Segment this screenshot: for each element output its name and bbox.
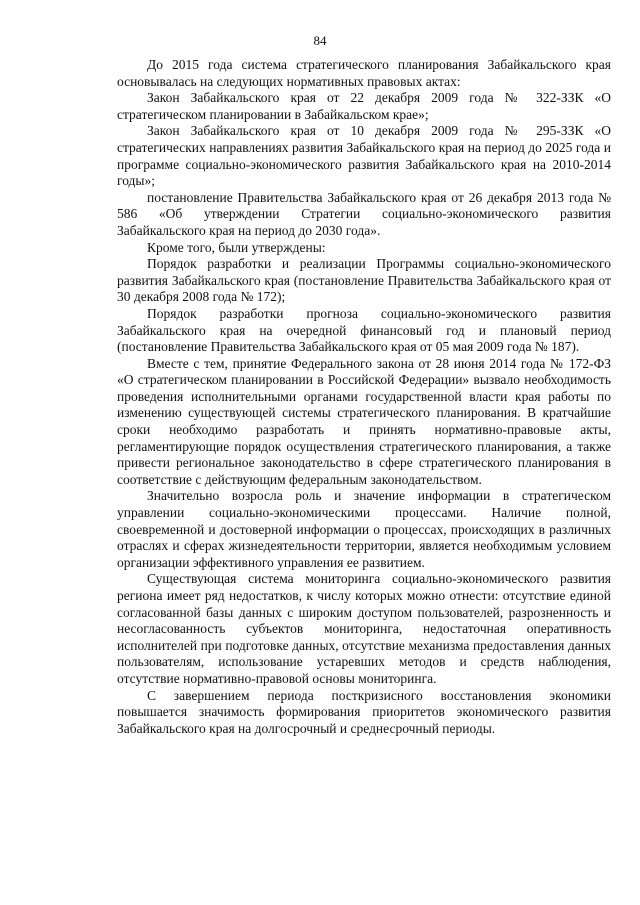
paragraph-forecast-procedure: Порядок разработки прогноза социально-экономического развития Забайкальского края на очередной финансовый год и плановый период (постановление Правительства Забайкальского края от 05 мая 2009 года № 187).	[117, 305, 611, 355]
paragraph-monitoring-shortcomings: Существующая система мониторинга социально-экономического развития региона имеет ряд недостатков, к числу которых можно отнести: отсутствие единой согласованной базы данных с широким доступом пользователей, разрозненность и несогласованность субъектов мониторинга, недостаточная оперативность исполнителей при подготовке данных, отсутствие механизма предоставления данных пользователям, использование устаревших методов и средств наблюдения, отсутствие нормативно-правовой основы мониторинга.	[117, 571, 611, 686]
paragraph-conclusion: С завершением периода посткризисного восстановления экономики повышается значимость формирования приоритетов экономического развития Забайкальского края на долгосрочный и среднесрочный периоды.	[117, 687, 611, 736]
paragraph-resolution-586: постановление Правительства Забайкальского края от 26 декабря 2013 года № 586 «Об утверждении Стратегии социально-экономического развития Забайкальского края на период до 2030 года».	[117, 189, 611, 238]
paragraph-also-approved: Кроме того, были утверждены:	[147, 239, 326, 255]
paragraph-information-role: Значительно возросла роль и значение информации в стратегическом управлении социально-экономическими процессами. Наличие полной, своевременной и достоверной информации о процессах, происходящих в различных отраслях и сферах жизнедеятельности территории, является необходимым условием организации эффективного управления ее развитием.	[117, 488, 611, 570]
paragraph-program-procedure: Порядок разработки и реализации Программы социально-экономического развития Забайкальского края (постановление Правительства Забайкальского края от 30 декабря 2008 года № 172);	[117, 256, 611, 305]
document-body	[117, 57, 611, 737]
paragraph-intro: До 2015 года система стратегического планирования Забайкальского края основывалась на следующих нормативных правовых актах:	[117, 57, 611, 89]
paragraph-law-295: Закон Забайкальского края от 10 декабря 2009 года № 295-ЗЗК «О стратегических направлениях развития Забайкальского края на период до 2025 года и программе социально-экономического развития Забайкальского края на 2010-2014 годы»;	[117, 123, 611, 189]
paragraph-law-322: Закон Забайкальского края от 22 декабря 2009 года № 322-ЗЗК «О стратегическом планировании в Забайкальском крае»;	[117, 90, 611, 122]
page-number: 84	[313, 33, 327, 48]
paragraph-federal-law: Вместе с тем, принятие Федерального закона от 28 июня 2014 года № 172-ФЗ «О стратегическом планировании в Российской Федерации» вызвало необходимость проведения исполнительными органами государственной власти края работы по изменению существующей системы стратегического планирования. В кратчайшие сроки необходимо разработать и принять нормативно-правовые акты, регламентирующие порядок осуществления стратегического планирования, а также привести региональное законодательство в сфере стратегического планирования в соответствие с действующим федеральным законодательством.	[117, 355, 611, 487]
